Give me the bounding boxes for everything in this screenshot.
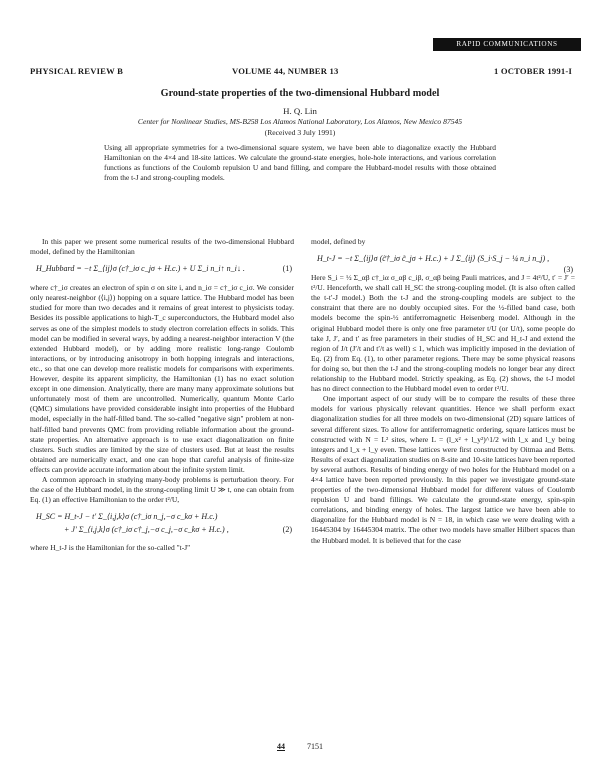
paragraph: where c†_iσ creates an electron of spin σ on site i, and n_iσ = c†_iσ c_iσ. We consider only nearest-neighbor (⟨i,j⟩) hopping on a square lattice. The Hubbard model has been studied for more than two decades and it remains of great interest to physicists today. Besides its possible applications to high-T_c superconductors, the Hubbard model also serves as one of the simplest models to study electron correlation effects in solids. This model can be modified in several ways, by adding a nearest-neighbor interaction V (the extended Hubbard model), or by adding more realistic long-range Coulomb interactions, or by introducing anisotropy in both hopping integrals and interactions, etc., so that one can develop more realistic models for comparisons with experiments. However, despite its apparent simplicity, the Hamiltonian (1) has no exact solution except in one dimension. Analytically, there are many many approximate solutions but unfortunately most of them are uncontrolled. Numerically, quantum Monte Carlo (QMC) simulations have provided considerable insight into properties of the Hubbard model, especially in the half-filled band. The so-called "negative sign" problem at non-half-filled band prevents QMC from providing reliable information about the ground-state properties. An alternative approach is to use exact diagonalization on finite clusters. Such studies are limited by the size of clusters used. But at least the results obtained are numerically exact, and one can hope that careful analysis of finite-size effects can provide accurate information about the infinite system limit. bbox=[30, 283, 294, 474]
paragraph: In this paper we present some numerical results of the two-dimensional Hubbard model, defined by the Hamiltonian bbox=[30, 237, 294, 257]
equation-number: (2) bbox=[282, 525, 292, 535]
received-date: (Received 3 July 1991) bbox=[264, 128, 336, 137]
equation-2 bbox=[30, 509, 294, 539]
section-banner: RAPID COMMUNICATIONS bbox=[433, 38, 581, 51]
equation-number: (1) bbox=[282, 264, 292, 274]
right-column bbox=[311, 237, 575, 546]
paragraph: A common approach in studying many-body problems is perturbation theory. For the case of the Hubbard model, in the strong-coupling limit U ≫ t, one can obtain from Eq. (1) an effective Hamiltonian to the order t²/U, bbox=[30, 474, 294, 505]
volume-number: VOLUME 44, NUMBER 13 bbox=[232, 66, 339, 76]
paragraph: Here S_i = ½ Σ_αβ c†_iα σ_αβ c_iβ, σ_αβ being Pauli matrices, and J = 4t²/U, t′ = J′ = t²/U. Henceforth, we shall call H_SC the strong-coupling model. (It is also often called the t-t′-J model.) Both the t-J and the strong-coupling models are subject to the constraint that there are no doubly occupied sites. For the ½-filled band case, both models become the spin-½ antiferromagnetic Heisenberg model. Although in the original Hubbard model there is only one free parameter t/U (or U/t), some people do take J, J′, and t′ as free parameters in their studies of H_SC and H_t-J and extend the region of J/t (J′/t and t′/t as well) ≤ 1, which was implicitly imposed in the deviation of Eq. (2) from Eq. (1), to other parameter regions. There may be some physical reasons for doing so, but then the t-J and the strong-coupling models no longer bear any direct relationship to the Hubbard model. Strictly speaking, as Eq. (2) shows, the t-J model has no direct connection to the Hubbard model even to order t²/U. bbox=[311, 273, 575, 394]
left-column bbox=[30, 237, 294, 553]
paragraph: One important aspect of our study will be to compare the results of these three models for various physically relevant quantities. Hence we shall perform exact diagonalization studies for all three models on two-dimensional (2D) square lattices of several different sizes. To allow for antiferromagnetic ordering, square lattices must be constructed with N = L² sites, where L = (l_x² + l_y²)^1/2 with l_x and l_y being integers and l_x + l_y even. These lattices were first constructed by Oitmaa and Betts. Results of exact diagonalization studies on 8-site and 10-site lattices have been reported by several authors. Results of binding energy of two holes for the Hubbard model on a 4×4 lattice have been reported previously. In this paper we investigate ground-state properties of the two-dimensional Hubbard model for different values of Coulomb repulsion U and band fillings. We calculate the ground-state energy, spin-spin correlations, and binding energy of holes. The largest lattice we have been able to diagonalize for the Hubbard model is N = 18, in which case we were dealing with a 16445304 by 16445304 matrix. The other two models have smaller Hilbert spaces than the Hubbard model. It is believed that for the case bbox=[311, 394, 575, 545]
abstract: Using all appropriate symmetries for a two-dimensional square system, we have been able to diagonalize exactly the Hubbard Hamiltonian on the 4×4 and 18-site lattices. We calculate the ground-state energies, hole-hole interactions, and various correlation functions as functions of the Coulomb repulsion U and band filling, and compare the Hubbard-model results with those obtained from the t-J and strong-coupling models. bbox=[104, 143, 496, 183]
equation-expression-continued: + J′ Σ_⟨i,j,k⟩σ (c†_iσ c†_j,−σ c_j,−σ c_kσ + H.c.) , bbox=[64, 525, 229, 535]
paragraph: where H_t-J is the Hamiltonian for the so-called "t-J" bbox=[30, 543, 191, 553]
equation-3 bbox=[311, 251, 575, 275]
equation-expression: H_SC = H_t-J − t′ Σ_⟨i,j,k⟩σ (c†_iσ n_j,−σ c_kσ + H.c.) bbox=[36, 512, 218, 522]
equation-expression: H_Hubbard = −t Σ_⟨ij⟩σ (c†_iσ c_jσ + H.c.) + U Σ_i n_i↑ n_i↓ . bbox=[36, 264, 245, 274]
page-footer bbox=[0, 742, 600, 751]
page-number: 7151 bbox=[307, 742, 323, 751]
paper-title: Ground-state properties of the two-dimensional Hubbard model bbox=[160, 88, 440, 99]
journal-name: PHYSICAL REVIEW B bbox=[30, 66, 124, 76]
equation-expression: H_t-J = −t Σ_⟨ij⟩σ (c̃†_iσ c̃_jσ + H.c.) + J Σ_⟨ij⟩ (S_i·S_j − ¼ n_i n_j) , bbox=[317, 254, 550, 264]
author-affiliation: Center for Nonlinear Studies, MS-B258 Los Alamos National Laboratory, Los Alamos, New Mexico 87545 bbox=[137, 117, 463, 126]
paragraph: model, defined by bbox=[311, 237, 366, 246]
author-name: H. Q. Lin bbox=[283, 106, 317, 116]
footer-volume: 44 bbox=[277, 742, 285, 751]
equation-number: (3) bbox=[563, 265, 573, 275]
issue-date: 1 OCTOBER 1991-I bbox=[493, 66, 572, 76]
equation-1 bbox=[30, 261, 294, 279]
